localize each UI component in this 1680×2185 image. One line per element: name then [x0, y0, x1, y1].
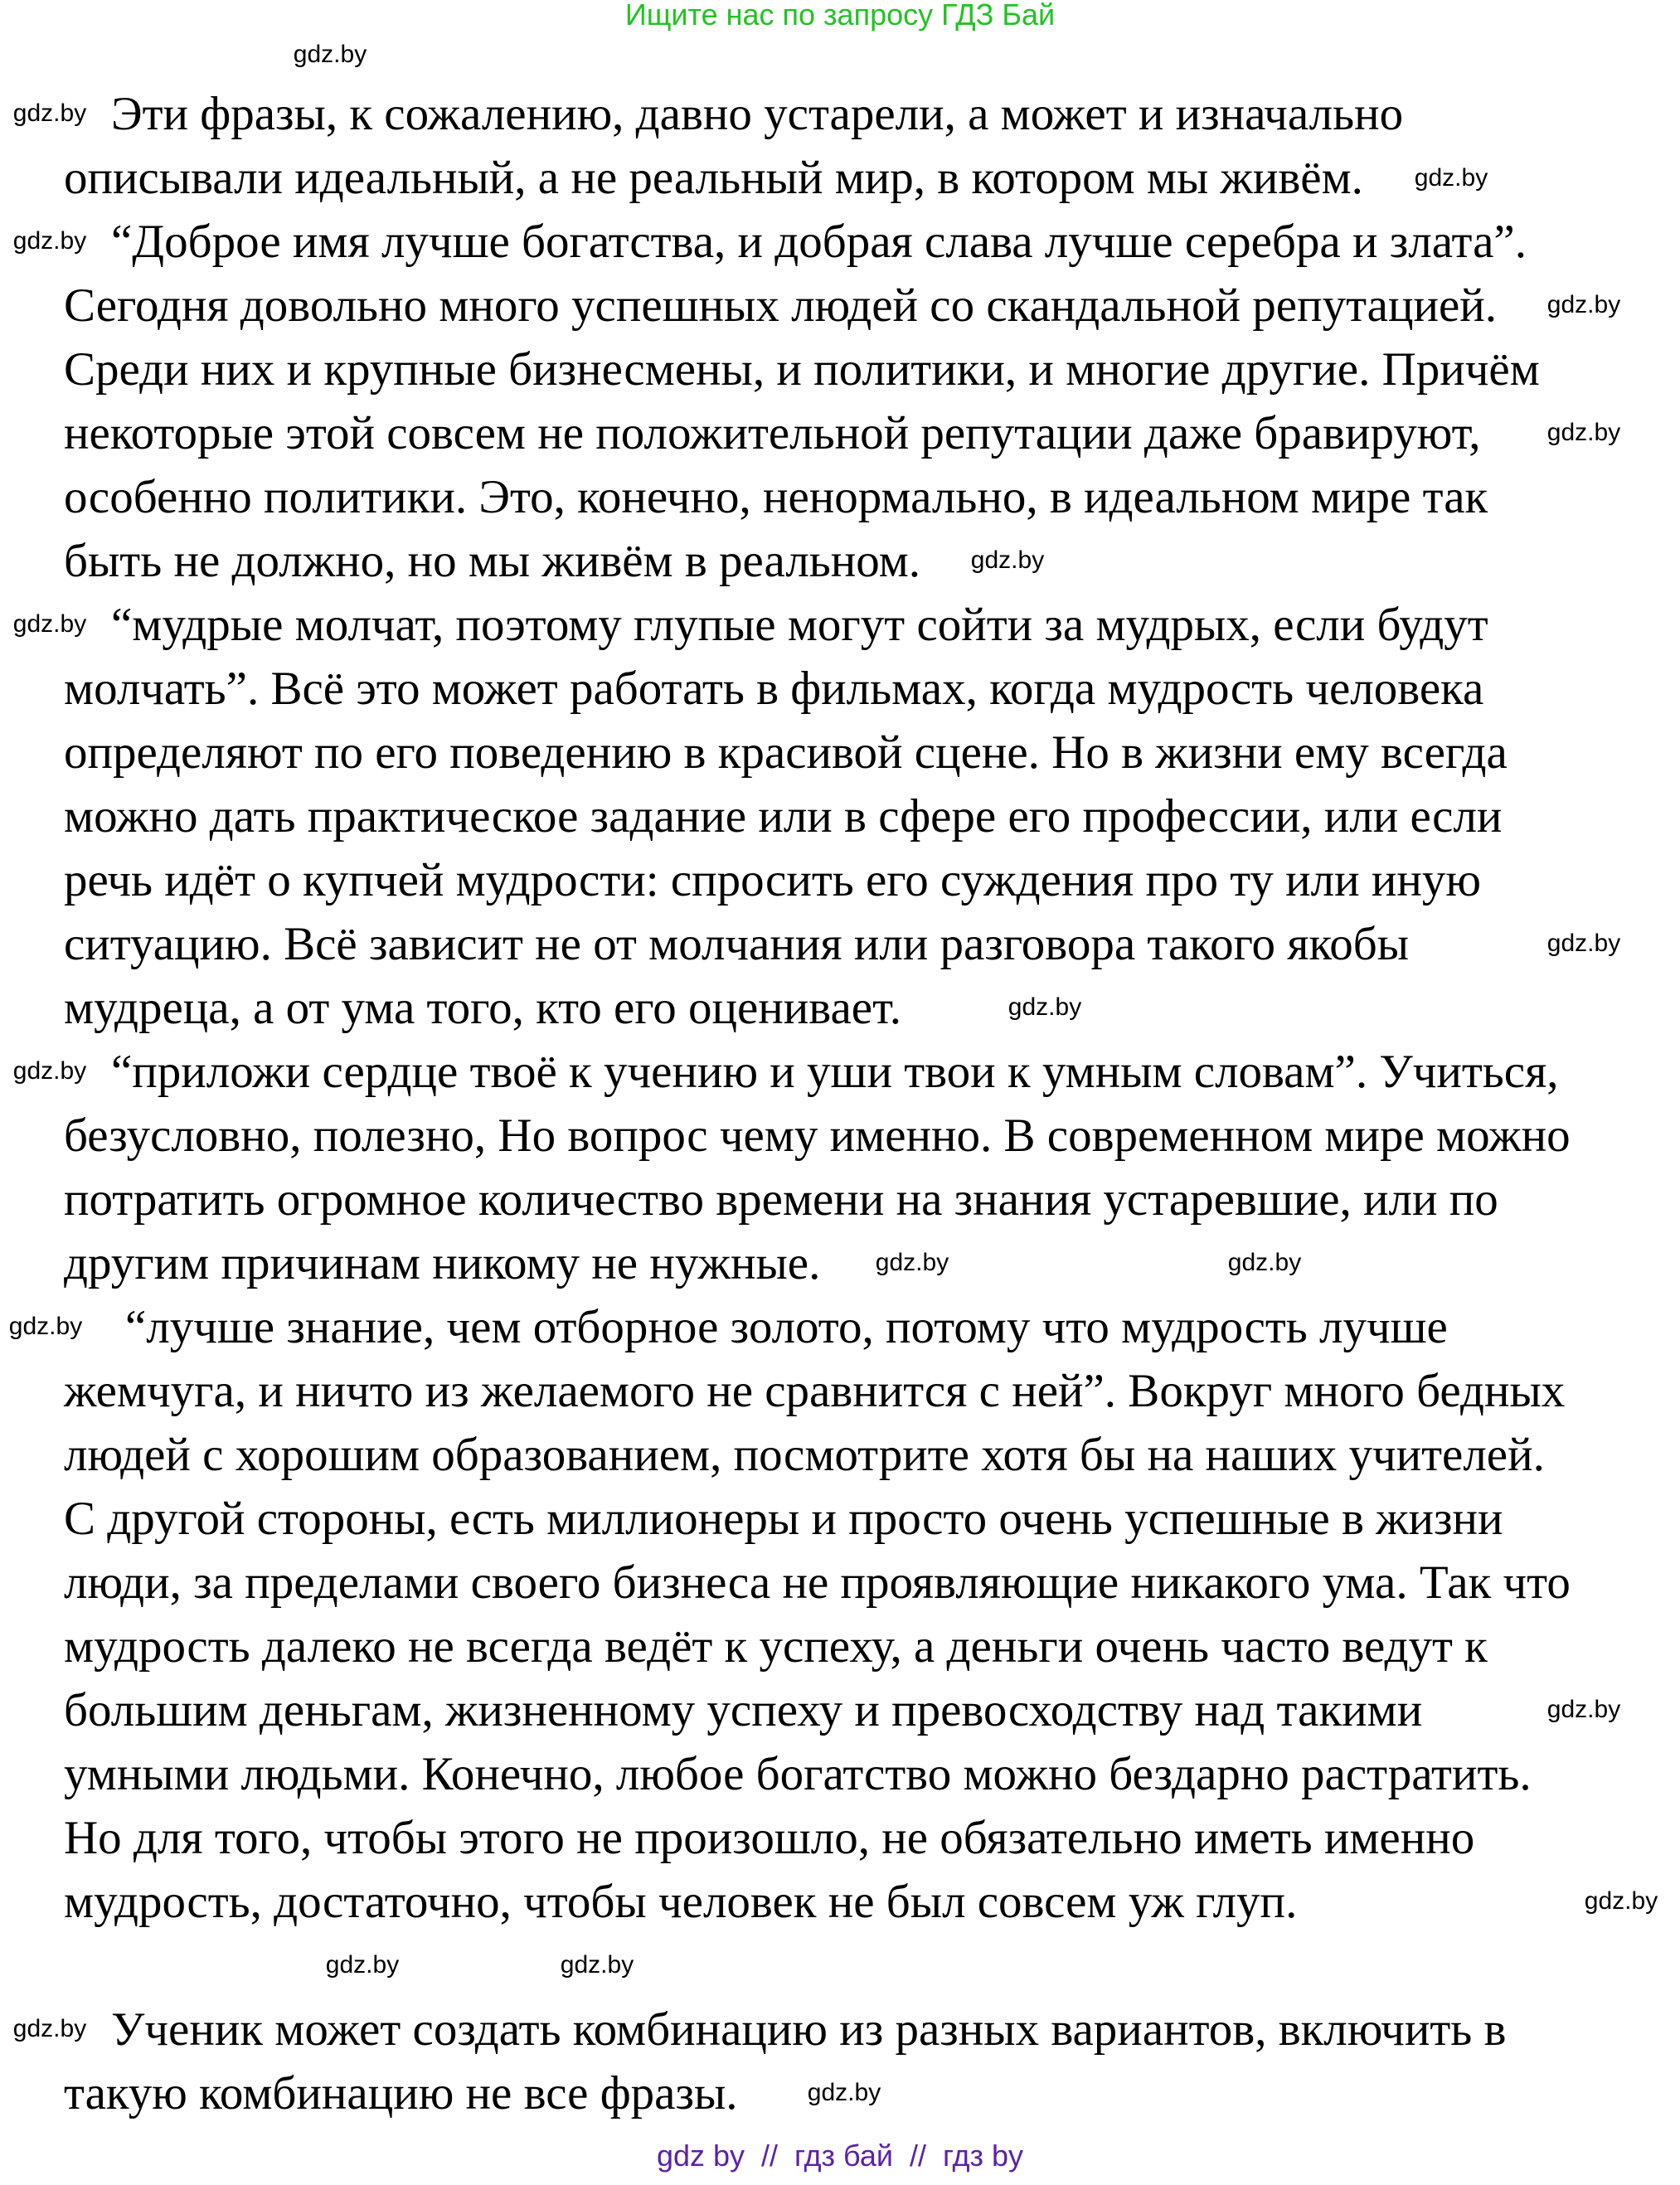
- text-line: мудрость далеко не всегда ведёт к успеху, а деньги очень часто ведут к: [64, 1620, 1488, 1673]
- watermark-text: gdz.by: [560, 1951, 634, 1979]
- document-body: [0, 82, 1680, 2125]
- text-line: некоторые этой совсем не положительной репутации даже бравируют,: [64, 407, 1481, 459]
- watermark-text: gdz.by: [12, 1057, 87, 1085]
- watermark-text: gdz.by: [1546, 930, 1621, 957]
- text-line: большим деньгам, жизненному успеху и превосходству над такими: [64, 1684, 1423, 1736]
- footer-watermark: gdz by // гдз бай // гдз by: [656, 2139, 1024, 2173]
- search-hint-banner: Ищите нас по запросу ГДЗ Бай: [624, 0, 1056, 32]
- text-line: С другой стороны, есть миллионеры и просто очень успешные в жизни: [64, 1493, 1503, 1545]
- watermark-text: gdz.by: [1584, 1887, 1658, 1915]
- watermark-text: gdz.by: [325, 1951, 400, 1979]
- text-line: умными людьми. Конечно, любое богатство можно бездарно растратить.: [64, 1748, 1532, 1800]
- text-line: безусловно, полезно, Но вопрос чему именно. В современном мире можно: [64, 1109, 1571, 1162]
- watermark-text: gdz.by: [8, 1313, 83, 1340]
- text-line: ситуацию. Всё зависит не от молчания или разговора такого якобы: [64, 918, 1410, 970]
- text-line: Но для того, чтобы этого не произошло, не обязательно иметь именно: [64, 1812, 1475, 1864]
- text-line: другим причинам никому не нужные.: [64, 1237, 821, 1289]
- text-line: быть не должно, но мы живём в реальном.: [64, 535, 921, 587]
- text-line: мудреца, а от ума того, кто его оценивает.: [64, 982, 901, 1034]
- watermark-text: gdz.by: [875, 1249, 949, 1276]
- text-line: “лучше знание, чем отборное золото, потому что мудрость лучше: [125, 1301, 1448, 1353]
- text-line: потратить огромное количество времени на знания устаревшие, или по: [64, 1173, 1498, 1226]
- text-line: молчать”. Всё это может работать в фильмах, когда мудрость человека: [64, 663, 1484, 715]
- watermark-text: gdz.by: [1227, 1249, 1302, 1276]
- watermark-text: gdz.by: [12, 227, 87, 255]
- text-line: “Доброе имя лучше богатства, и добрая слава лучше серебра и злата”.: [111, 216, 1527, 268]
- text-line: людей с хорошим образованием, посмотрите хотя бы на наших учителей.: [64, 1429, 1545, 1481]
- watermark-text: gdz.by: [1008, 993, 1082, 1021]
- text-line: можно дать практическое задание или в сфере его профессии, или если: [64, 790, 1503, 842]
- text-line: речь идёт о купчей мудрости: спросить его суждения про ту или иную: [64, 854, 1481, 906]
- watermark-text: gdz.by: [293, 41, 367, 68]
- text-line: такую комбинацию не все фразы.: [64, 2067, 738, 2119]
- watermark-text: gdz.by: [12, 100, 87, 127]
- watermark-text: gdz.by: [807, 2079, 881, 2106]
- text-line: Среди них и крупные бизнесмены, и политики, и многие другие. Причём: [64, 343, 1540, 396]
- text-line: Эти фразы, к сожалению, давно устарели, а может и изначально: [111, 88, 1404, 140]
- text-line: жемчуга, и ничто из желаемого не сравнится с ней”. Вокруг много бедных: [64, 1365, 1566, 1417]
- watermark-text: gdz.by: [970, 546, 1045, 574]
- text-line: люди, за пределами своего бизнеса не проявляющие никакого ума. Так что: [64, 1556, 1571, 1609]
- text-line: мудрость, достаточно, чтобы человек не был совсем уж глуп.: [64, 1876, 1298, 1928]
- watermark-text: gdz.by: [1414, 164, 1488, 192]
- text-line: “приложи сердце твоё к учению и уши твои к умным словам”. Учиться,: [111, 1046, 1559, 1098]
- watermark-text: gdz.by: [12, 2015, 87, 2042]
- text-line: особенно политики. Это, конечно, ненормально, в идеальном мире так: [64, 471, 1488, 523]
- watermark-text: gdz.by: [1546, 1696, 1621, 1723]
- text-line: определяют по его поведению в красивой сцене. Но в жизни ему всегда: [64, 726, 1508, 779]
- watermark-text: gdz.by: [12, 610, 87, 638]
- text-line: описывали идеальный, а не реальный мир, в котором мы живём.: [64, 152, 1363, 204]
- text-line: Ученик может создать комбинацию из разных вариантов, включить в: [111, 2003, 1507, 2056]
- text-line: Сегодня довольно много успешных людей со скандальной репутацией.: [64, 279, 1498, 332]
- text-line: “мудрые молчат, поэтому глупые могут сойти за мудрых, если будут: [111, 599, 1488, 651]
- watermark-text: gdz.by: [1546, 291, 1621, 318]
- watermark-text: gdz.by: [1546, 419, 1621, 446]
